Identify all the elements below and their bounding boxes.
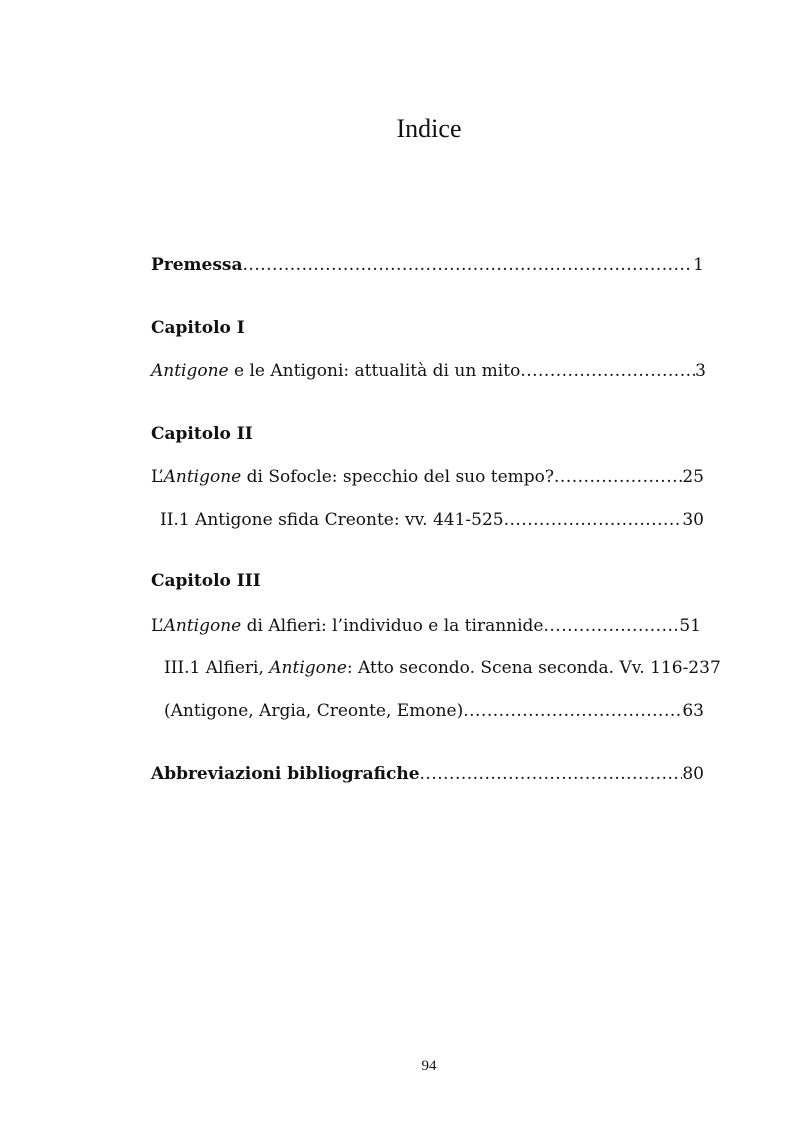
toc-entry-text: : Atto secondo. Scena seconda. Vv. 116-237 xyxy=(346,658,721,678)
toc-page-number: 51 xyxy=(679,616,701,636)
toc-entry-italic-title: Antigone xyxy=(163,467,242,487)
toc-entry-text: e le Antigoni: attualità di un mito xyxy=(228,361,521,381)
toc-page-number: 80 xyxy=(682,764,704,784)
toc-page-number: 3 xyxy=(695,361,706,381)
toc-entry-chapter3[interactable] xyxy=(151,614,701,638)
toc-entry-label: II.1 Antigone sfida Creonte: vv. 441-525 xyxy=(160,510,504,530)
dot-leader xyxy=(243,253,694,277)
toc-entry-italic-title: Antigone xyxy=(151,361,229,381)
toc-entry-abbreviazioni[interactable] xyxy=(151,762,704,786)
toc-entry-chapter2[interactable] xyxy=(151,465,704,489)
toc-entry-label xyxy=(151,465,554,489)
toc-entry-prefix: L’ xyxy=(151,616,164,636)
page-title: Indice xyxy=(396,114,462,143)
toc-entry-premessa[interactable] xyxy=(151,253,704,277)
dot-leader xyxy=(554,465,682,489)
toc-entry-label: (Antigone, Argia, Creonte, Emone) xyxy=(164,701,464,721)
toc-entry-label xyxy=(151,359,520,383)
toc-entry-label: Abbreviazioni bibliografiche xyxy=(151,764,420,784)
toc-page-number: 30 xyxy=(682,510,704,530)
toc-entry-chapter2-section1[interactable] xyxy=(160,508,704,532)
toc-entry-chapter3-section1-line2[interactable] xyxy=(164,699,704,723)
chapter-heading-1: Capitolo I xyxy=(151,318,245,338)
dot-leader xyxy=(544,614,680,638)
toc-page-number: 63 xyxy=(682,701,704,721)
dot-leader xyxy=(520,359,695,383)
dot-leader xyxy=(420,762,683,786)
chapter-heading-3: Capitolo III xyxy=(151,571,261,591)
toc-page-number: 1 xyxy=(693,255,704,275)
toc-entry-italic-title: Antigone xyxy=(163,616,242,636)
toc-entry-italic-title: Antigone xyxy=(269,658,347,678)
dot-leader xyxy=(463,699,682,723)
toc-entry-prefix: L’ xyxy=(151,467,164,487)
toc-entry-text: di Sofocle: specchio del suo tempo? xyxy=(241,467,555,487)
toc-entry-label xyxy=(151,614,544,638)
page-number: 94 xyxy=(421,1058,437,1074)
toc-entry-label: Premessa xyxy=(151,255,243,275)
chapter-heading-2: Capitolo II xyxy=(151,424,253,444)
toc-page-number: 25 xyxy=(682,467,704,487)
toc-entry-prefix: III.1 Alfieri, xyxy=(164,658,270,678)
toc-entry-text: di Alfieri: l’individuo e la tirannide xyxy=(241,616,544,636)
dot-leader xyxy=(504,508,683,532)
toc-entry-chapter1[interactable] xyxy=(151,359,706,383)
toc-entry-chapter3-section1-line1[interactable] xyxy=(164,656,721,680)
